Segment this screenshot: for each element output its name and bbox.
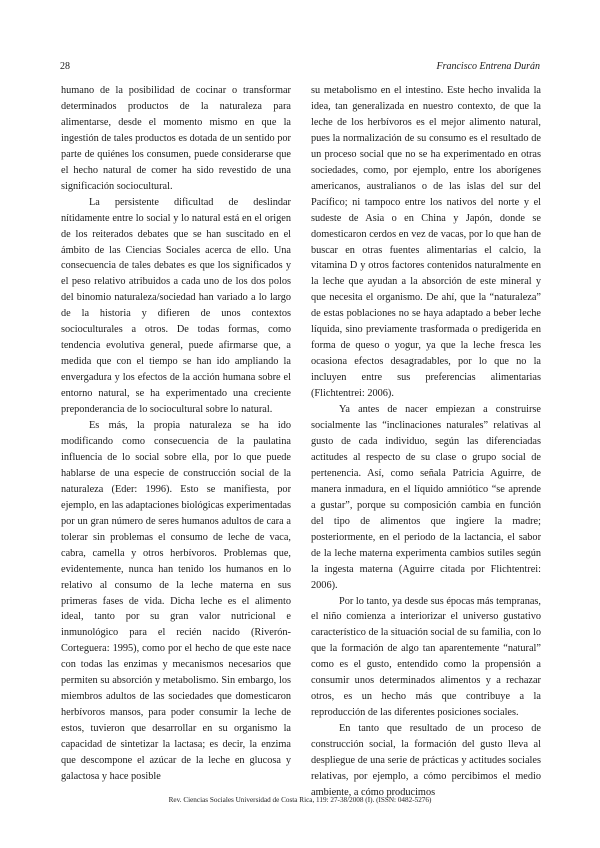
page-number: 28 <box>60 61 70 72</box>
paragraph: Ya antes de nacer empiezan a construirse socialmente las “inclinaciones naturales” relativas al gusto de cada individuo, según las diferenciadas actitudes al respecto de su clase o grupo social de pertenencia. Así, como señala Patricia Aguirre, de manera inmadura, en el líquido amniótico “se aprende a gustar”, porque su composición cambia en función del tipo de alimentos que ingiere la madre; posteriormente, en el periodo de la lactancia, el sabor de la leche materna experimenta cambios sutiles según la ingesta materna (Aguirre citada por Flichtentrei: 2006). <box>311 404 541 591</box>
journal-citation-footer: Rev. Ciencias Sociales Universidad de Costa Rica, 119: 27-38/2008 (I). (ISSN: 0482-5276) <box>168 796 432 804</box>
paragraph: su metabolismo en el intestino. Este hecho invalida la idea, tan generalizada en nuestro contexto, de que la leche de los herbívoros es el mejor alimento natural, pues la normalización de su consumo es el resultado de un proceso social que no se ha experimentado en otras sociedades, como, por ejemplo, entre los aborígenes americanos, australianos o de las islas del sur del Pacífico; ni tampoco entre los nativos del norte y el sudeste de Asia o en China y Japón, donde se domesticaron cerdos en vez de vacas, por lo que han de buscar en otras fuentes alimentarias el calcio, la vitamina D y otros factores contenidos naturalmente en la leche que ayudan a la absorción de este mineral y que necesita el organismo. De ahí, que la “naturaleza” de estas poblaciones no se haya adaptado a beber leche líquida, sino previamente trasformada o predigerida en forma de queso o yogur, ya que la leche fresca les ocasiona efectos desagradables, por lo que no la incluyen entre sus preferencias alimentarias (Flichtentrei: 2006). <box>311 85 541 400</box>
right-column <box>311 83 541 801</box>
paragraph: La persistente dificultad de deslindar nítidamente entre lo social y lo natural está en el origen de los reiterados debates que se han suscitado en el ámbito de las Ciencias Sociales acerca de ello. Una consecuencia de tales debates es que los significados y el peso relativo atribuidos a cada uno de los dos polos del binomio naturaleza/sociedad han variado a lo largo de la historia y difieren de unos contextos socioculturales a otros. De todas formas, como tendencia evolutiva general, puede afirmarse que, a medida que con el tiempo se han ido ampliando la envergadura y los efectos de la acción humana sobre el entorno natural, se ha experimentado una creciente preponderancia de lo sociocultural sobre lo natural. <box>61 196 291 416</box>
paragraph: Es más, la propia naturaleza se ha ido modificando como consecuencia de la paulatina influencia de lo social sobre ella, por lo que puede hablarse de una especie de construcción social de la naturaleza (Eder: 1996). Esto se manifiesta, por ejemplo, en las adaptaciones biológicas experimentadas por un gran número de seres humanos adultos de cara a tolerar sin problemas el consumo de leche de vaca, cabra, camella y otros herbívoros. Problemas que, evidentemente, nunca han tenido los humanos en lo relativo al consumo de la leche materna en sus primeras fases de vida. Dicha leche es el alimento ideal, tanto por su gran valor nutricional e inmunológico para el recién nacido (Riverón-Corteguera: 1995), como por el hecho de que este nace con todas las enzimas y mecanismos necesarios que permiten su absorción y metabolismo. Sin embargo, los miembros adultos de las sociedades que domesticaron herbívoros mansos, para poder consumir la leche de estos, tuvieron que desarrollar en su organismo la capacidad de sintetizar la lactasa; es decir, la enzima que descompone el azúcar de la leche en glucosa y galactosa y hace posible <box>61 420 291 782</box>
paragraph: En tanto que resultado de un proceso de construcción social, la formación del gusto lleva al despliegue de una serie de prácticas y actitudes sociales relativas, por ejemplo, a cómo percibimos el medio ambiente, a cómo producimos <box>311 723 541 798</box>
left-column <box>61 83 291 785</box>
paragraph: humano de la posibilidad de cocinar o transformar determinados productos de la naturaleza para alimentarse, desde el momento mismo en que la ingestión de tales productos es dotada de un sentido por parte de quiénes los consumen, puede considerarse que el hecho natural de comer ha sido revestido de una significación sociocultural. <box>61 85 291 192</box>
running-head-author: Francisco Entrena Durán <box>436 61 540 72</box>
paragraph: Por lo tanto, ya desde sus épocas más tempranas, el niño comienza a interiorizar el universo gustativo característico de la situación social de su familia, con lo que la formación de algo tan aparentemente “natural” como es el gusto, entendido como la propensión a consumir unos determinados alimentos y a rechazar otros, es un hecho más que contribuye a la reproducción de las diferentes posiciones sociales. <box>311 595 541 719</box>
running-header <box>60 61 540 73</box>
